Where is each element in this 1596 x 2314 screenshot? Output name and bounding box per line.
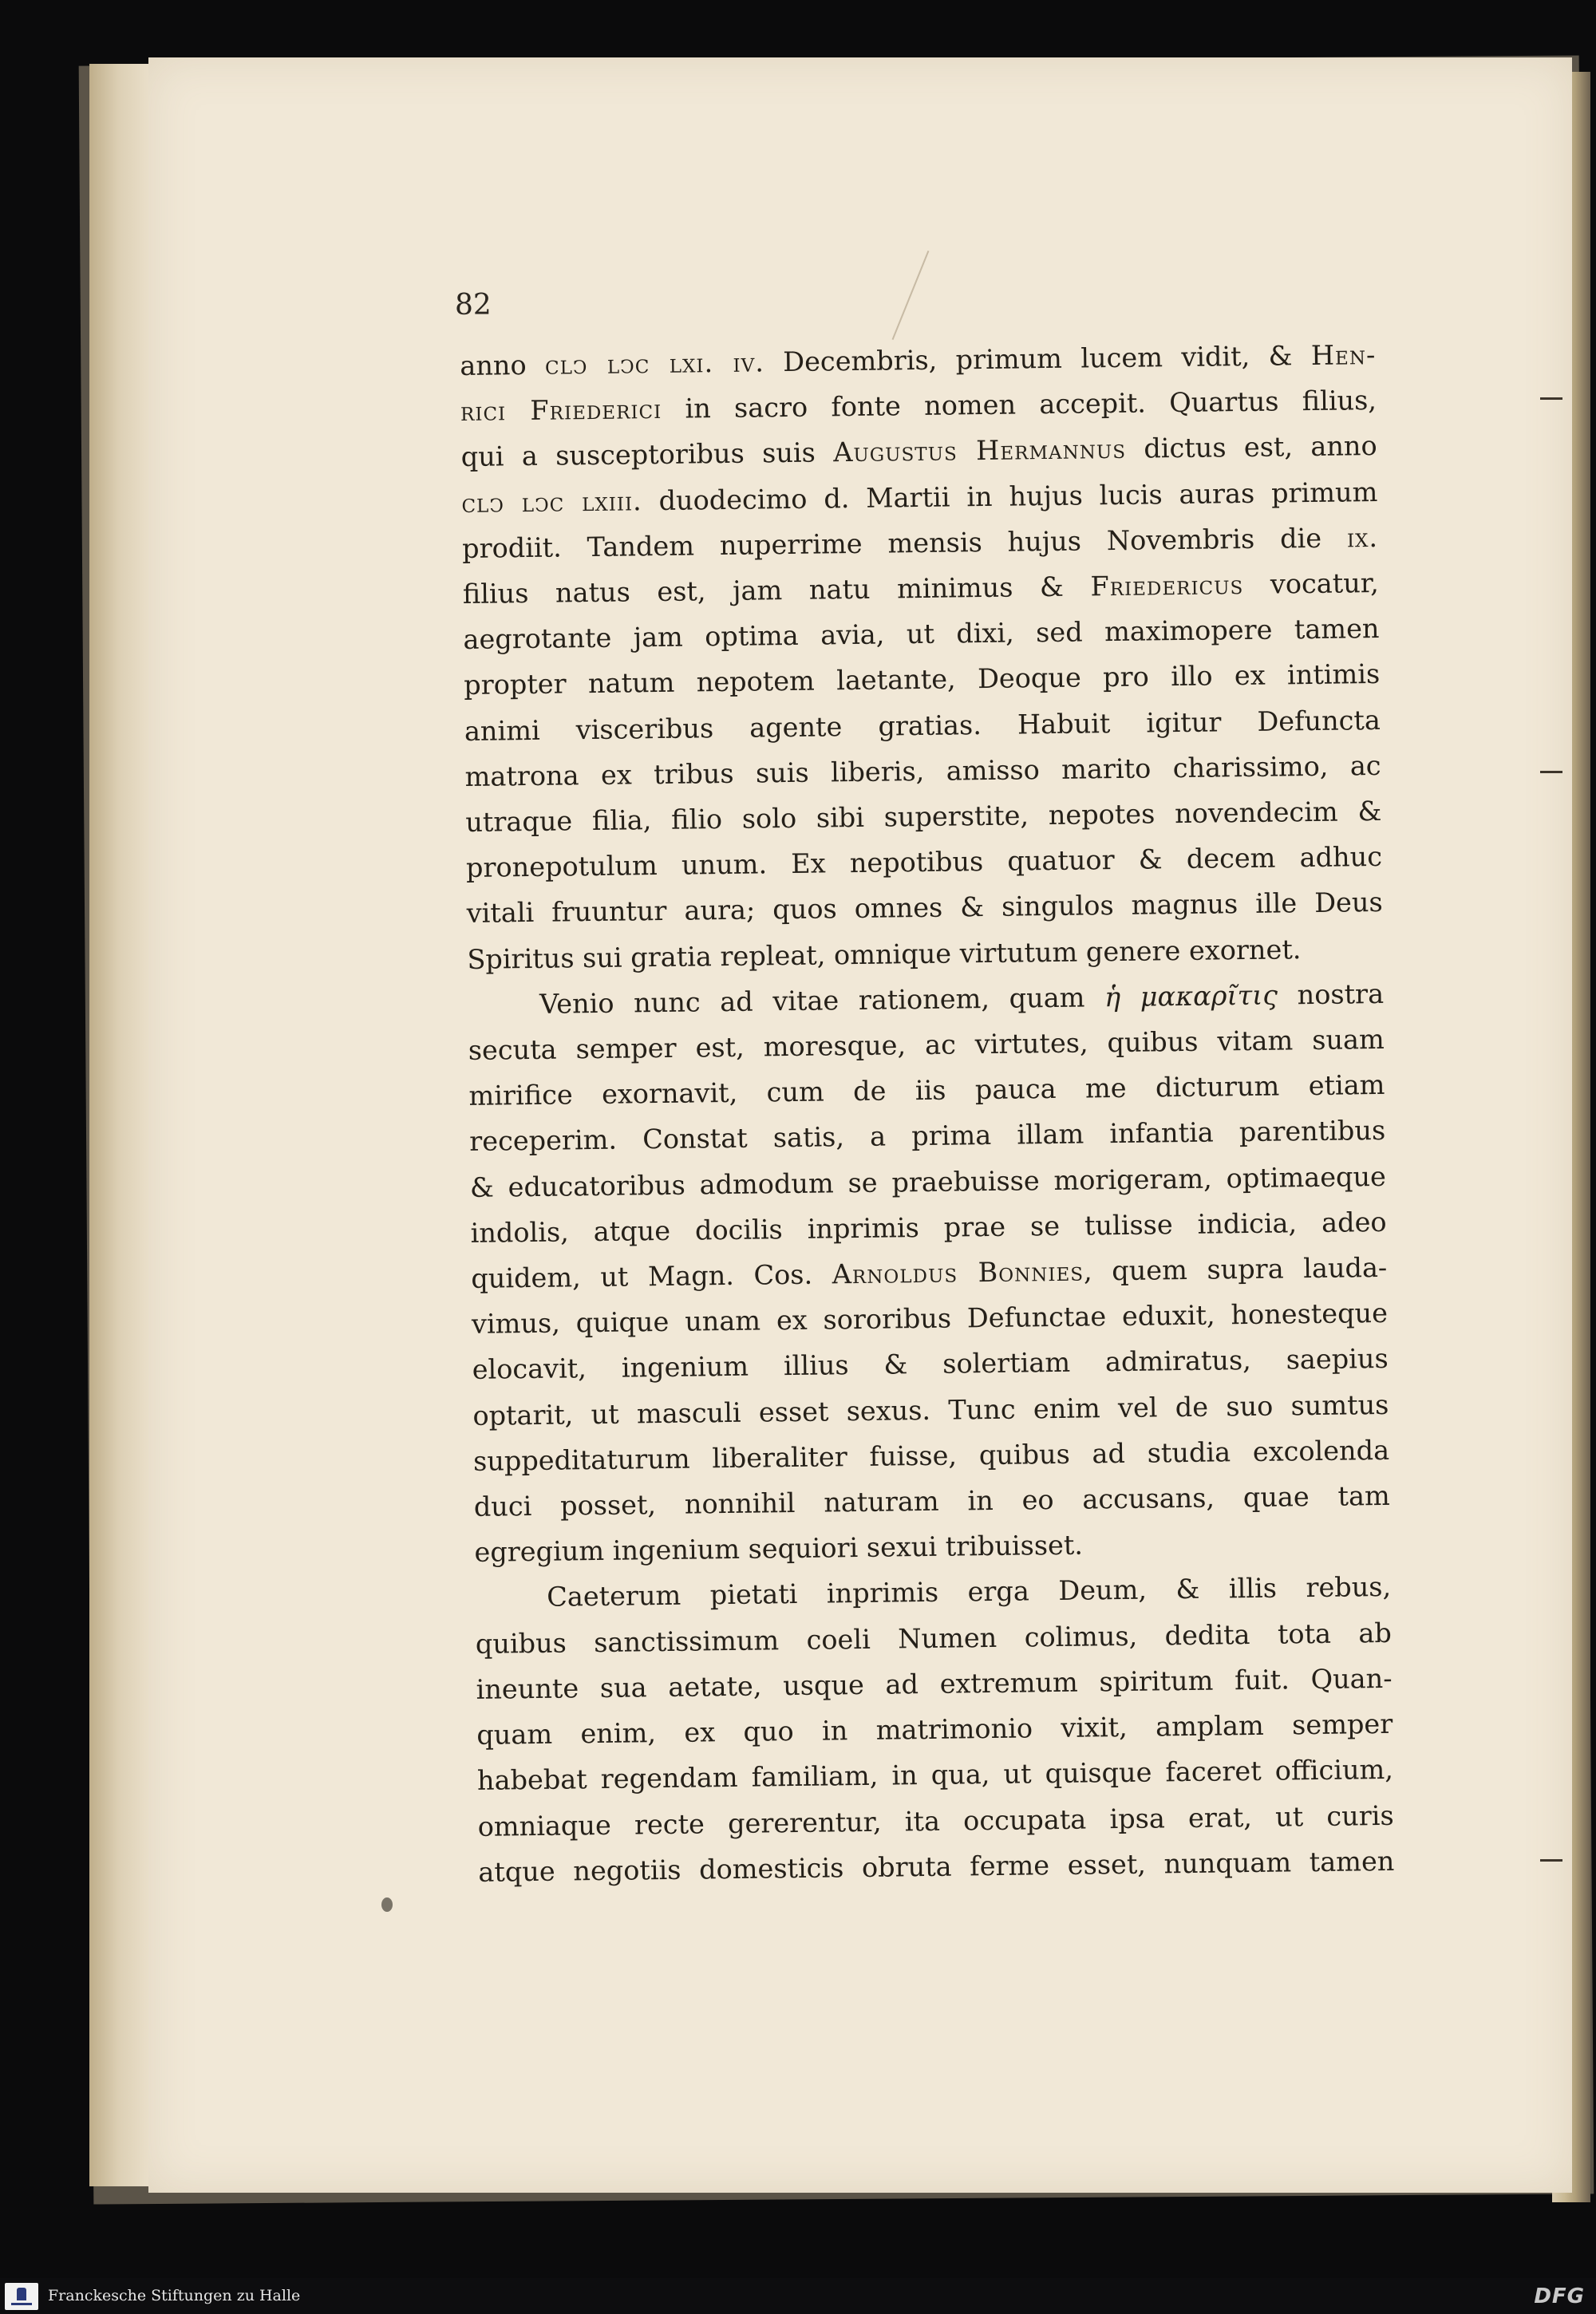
text-line: quidem, ut Magn. Cos. Arnoldus Bonnies, quem supra lauda-: [471, 1251, 1388, 1294]
edge-mark: [1540, 397, 1562, 400]
paper-spot: [381, 1897, 393, 1912]
text-line: quibus sanctissimum coeli Numen colimus, dedita tota ab: [475, 1617, 1393, 1660]
edge-mark: [1540, 1859, 1562, 1862]
text-line: matrona ex tribus suis liberis, amisso marito charissimo, ac: [464, 749, 1381, 792]
text-line: clↄ lↄc lxiii. duodecimo d. Martii in hujus lucis auras primum: [461, 476, 1378, 519]
text-line: qui a susceptoribus suis Augustus Hermannus dictus est, anno: [460, 430, 1377, 473]
text-line: mirifice exornavit, cum de iis pauca me dicturum etiam: [468, 1069, 1385, 1112]
body-text: [460, 332, 1395, 1895]
text-line: aegrotante jam optima avia, ut dixi, sed maximopere tamen: [463, 613, 1380, 656]
text-line: Venio nunc ad vitae rationem, quam ἡ μακαρῖτις nostra: [539, 977, 1385, 1020]
dfg-logo: DFG: [1534, 2284, 1585, 2308]
text-line: filius natus est, jam natu minimus & Friedericus vocatur,: [462, 567, 1379, 610]
text-line: receperim. Constat satis, a prima illam infantia parentibus: [468, 1115, 1386, 1158]
text-line: habebat regendam familiam, in qua, ut quisque faceret officium,: [476, 1754, 1394, 1797]
text-line: quam enim, ex quo in matrimonio vixit, amplam semper: [476, 1708, 1393, 1751]
viewer-footer: [0, 2278, 1596, 2314]
text-line: anno clↄ lↄc lxi. iv. Decembris, primum lucem vidit, & Hen-: [460, 338, 1377, 381]
text-line: Caeterum pietati inprimis erga Deum, & illis rebus,: [546, 1571, 1392, 1613]
text-line: elocavit, ingenium illius & solertiam admiratus, saepius: [472, 1343, 1389, 1386]
text-line: secuta semper est, moresque, ac virtutes, quibus vitam suam: [468, 1023, 1385, 1066]
text-line: propter natum nepotem laetante, Deoque pro illo ex intimis: [464, 658, 1381, 701]
text-line: indolis, atque docilis inprimis prae se tulisse indicia, adeo: [470, 1206, 1387, 1249]
text-line: vimus, quique unam ex sororibus Defunctae eduxit, honesteque: [471, 1297, 1389, 1341]
text-line: animi visceribus agente gratias. Habuit igitur Defuncta: [464, 704, 1381, 747]
text-line: utraque filia, filio solo sibi superstite, nepotes novendecim &: [465, 795, 1382, 838]
text-line: & educatoribus admodum se praebuisse morigeram, optimaeque: [469, 1160, 1387, 1203]
text-line: duci posset, nonnihil naturam in eo accusans, quae tam: [473, 1479, 1390, 1522]
text-line: optarit, ut masculi esset sexus. Tunc enim vel de suo sumtus: [472, 1388, 1389, 1431]
text-line: suppeditaturum liberaliter fuisse, quibus ad studia excolenda: [472, 1434, 1390, 1477]
text-line: ineunte sua aetate, usque ad extremum spiritum fuit. Quan-: [476, 1662, 1393, 1705]
text-line: atque negotiis domesticis obruta ferme esset, nunquam tamen: [478, 1845, 1395, 1888]
institution-credit[interactable]: Franckesche Stiftungen zu Halle: [48, 2287, 301, 2304]
text-line: prodiit. Tandem nuperrime mensis hujus Novembris die ix.: [461, 521, 1379, 564]
text-line: vitali fruuntur aura; quos omnes & singulos magnus ille Deus: [466, 887, 1383, 930]
page-number: 82: [455, 289, 492, 322]
text-line: omniaque recte gererentur, ita occupata ipsa erat, ut curis: [477, 1799, 1394, 1842]
text-line: rici Friederici in sacro fonte nomen accepit. Quartus filius,: [460, 385, 1377, 428]
franckesche-stiftungen-logo-icon[interactable]: [5, 2283, 38, 2310]
text-line: egregium ingenium sequiori sexui tribuisset.: [474, 1529, 1084, 1569]
text-line: Spiritus sui gratia repleat, omnique virtutum genere exornet.: [467, 933, 1302, 975]
edge-mark: [1540, 771, 1562, 773]
text-line: pronepotulum unum. Ex nepotibus quatuor & decem adhuc: [465, 841, 1383, 884]
